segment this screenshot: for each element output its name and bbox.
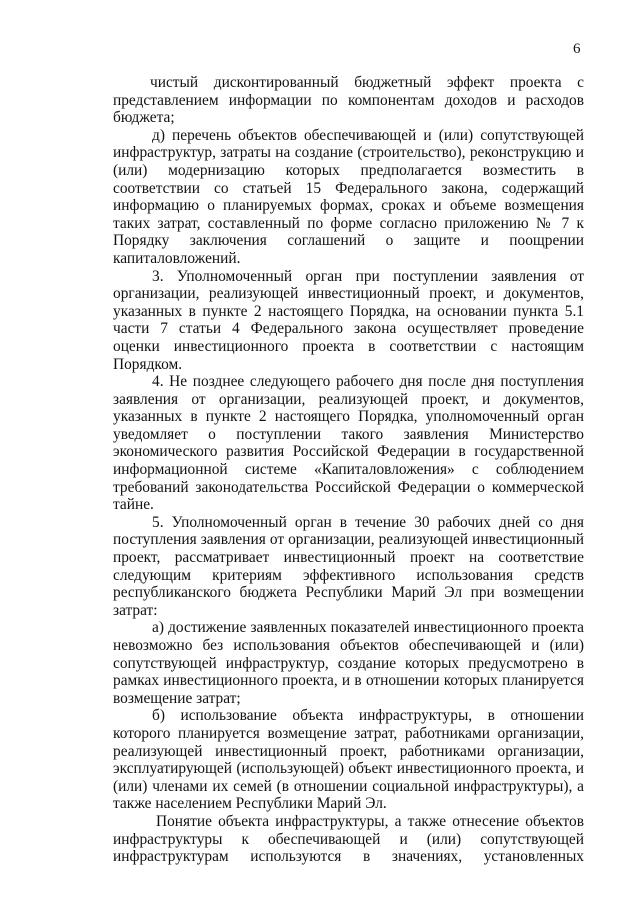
paragraph-item-d: д) перечень объектов обеспечивающей и (или) сопутствующей инфраструктур, затраты на создание (строительство), реконструкцию и (или) модернизацию которых предполагается возместить в соответствии со статьей 15 Федерального закона, содержащий информацию о планируемых формах, сроках и объеме возмещения таких затрат, составленный по форме согласно приложению № 7 к Порядку заключения соглашений о защите и поощрении капиталовложений. xyxy=(113,126,584,267)
paragraph-item-b: б) использование объекта инфраструктуры, в отношении которого планируется возмещение затрат, работниками организации, реализующей инвестиционный проект, работниками организации, эксплуатирующей (использующей) объект инвестиционного проекта, и (или) членами их семей (в отношении социальной инфраструктуры), а также населением Республики Марий Эл. xyxy=(113,707,584,813)
page-number: 6 xyxy=(573,41,581,57)
paragraph-4: 4. Не позднее следующего рабочего дня после дня поступления заявления от организации, реализующей проект, и документов, указанных в пункте 2 настоящего Порядка, уполномоченный орган уведомляет о поступлении такого заявления Министерство экономического развития Российской Федерации в государственной информационной системе «Капиталовложения» с соблюдением требований законодательства Российской Федерации о коммерческой тайне. xyxy=(113,373,584,514)
paragraph-item-a: а) достижение заявленных показателей инвестиционного проекта невозможно без использования объектов обеспечивающей и (или) сопутствующей инфраструктур, создание которых предусмотрено в рамках инвестиционного проекта, и в отношении которых планируется возмещение затрат; xyxy=(113,619,584,707)
paragraph-budget-effect: чистый дисконтированный бюджетный эффект проекта с представлением информации по компонентам доходов и расходов бюджета; xyxy=(113,74,584,127)
paragraph-3: 3. Уполномоченный орган при поступлении заявления от организации, реализующей инвестиционный проект, и документов, указанных в пункте 2 настоящего Порядка, на основании пункта 5.1 части 7 статьи 4 Федерального закона осуществляет проведение оценки инвестиционного проекта в соответствии с настоящим Порядком. xyxy=(113,267,584,373)
paragraph-5: 5. Уполномоченный орган в течение 30 рабочих дней со дня поступления заявления от организации, реализующей инвестиционный проект, рассматривает инвестиционный проект на соответствие следующим критериям эффективного использования средств республиканского бюджета Республики Марий Эл при возмещении затрат: xyxy=(113,513,584,619)
paragraph-infrastructure-concept: Понятие объекта инфраструктуры, а также отнесение объектов инфраструктуры к обеспечивающей и (или) сопутствующей инфраструктурам используются в значениях, установленных xyxy=(113,812,584,866)
document-body xyxy=(113,74,584,866)
